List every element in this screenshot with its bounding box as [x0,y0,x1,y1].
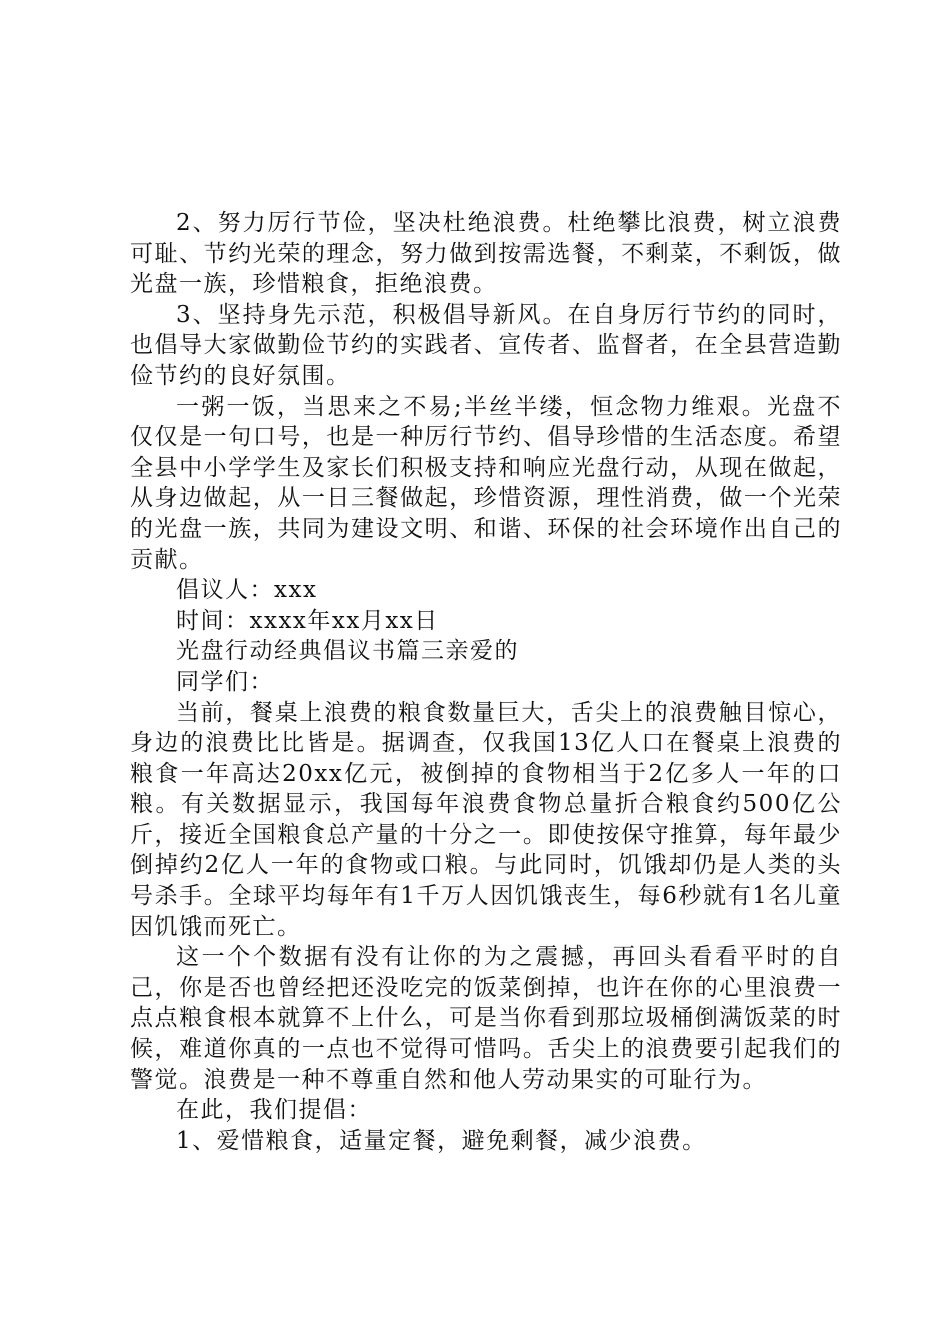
paragraph-statistics: 当前，餐桌上浪费的粮食数量巨大，舌尖上的浪费触目惊心，身边的浪费比比皆是。据调查，仅我国13亿人口在餐桌上浪费的粮食一年高达20xx亿元，被倒掉的食物相当于2亿多人一年的口粮。有关数据显示，我国每年浪费食物总量折合粮食约500亿公斤，接近全国粮食总产量的十分之一。即使按保守推算，每年最少倒掉约2亿人一年的食物或口粮。与此同时，饥饿却仍是人类的头号杀手。全球平均每年有1千万人因饥饿丧生，每6秒就有1名儿童因饥饿而死亡。 [130,699,842,940]
paragraph-proposal-1: 1、爱惜粮食，适量定餐，避免剩餐，减少浪费。 [176,1127,707,1154]
initiator-line: 倡议人：xxx [176,577,318,604]
paragraph-reflection: 这一个个数据有没有让你的为之震撼，再回头看看平时的自己，你是否也曾经把还没吃完的饭菜倒掉，也许在你的心里浪费一点点粮食根本就算不上什么，可是当你看到那垃圾桶倒满饭菜的时候，难道你真的一点也不觉得可惜吗。舌尖上的浪费要引起我们的警觉。浪费是一种不尊重自然和他人劳动果实的可耻行为。 [130,944,842,1093]
document-body [130,208,842,1156]
date-line: 时间：xxxx年xx月xx日 [176,607,439,634]
section-title: 光盘行动经典倡议书篇三亲爱的 [176,638,519,665]
paragraph-proposal-intro: 在此，我们提倡： [176,1097,372,1124]
salutation: 同学们： [176,668,274,695]
paragraph-closing-appeal: 一粥一饭，当思来之不易;半丝半缕，恒念物力维艰。光盘不仅仅是一句口号，也是一种厉行节约、倡导珍惜的生活态度。希望全县中小学学生及家长们积极支持和响应光盘行动，从现在做起，从身边做起，从一日三餐做起，珍惜资源，理性消费，做一个光荣的光盘一族，共同为建设文明、和谐、环保的社会环境作出自己的贡献。 [130,393,842,573]
paragraph-item-3: 3、坚持身先示范，积极倡导新风。在自身厉行节约的同时，也倡导大家做勤俭节约的实践者、宣传者、监督者，在全县营造勤俭节约的良好氛围。 [130,301,842,389]
paragraph-item-2: 2、努力厉行节俭，坚决杜绝浪费。杜绝攀比浪费，树立浪费可耻、节约光荣的理念，努力做到按需选餐，不剩菜，不剩饭，做光盘一族，珍惜粮食，拒绝浪费。 [130,210,842,298]
